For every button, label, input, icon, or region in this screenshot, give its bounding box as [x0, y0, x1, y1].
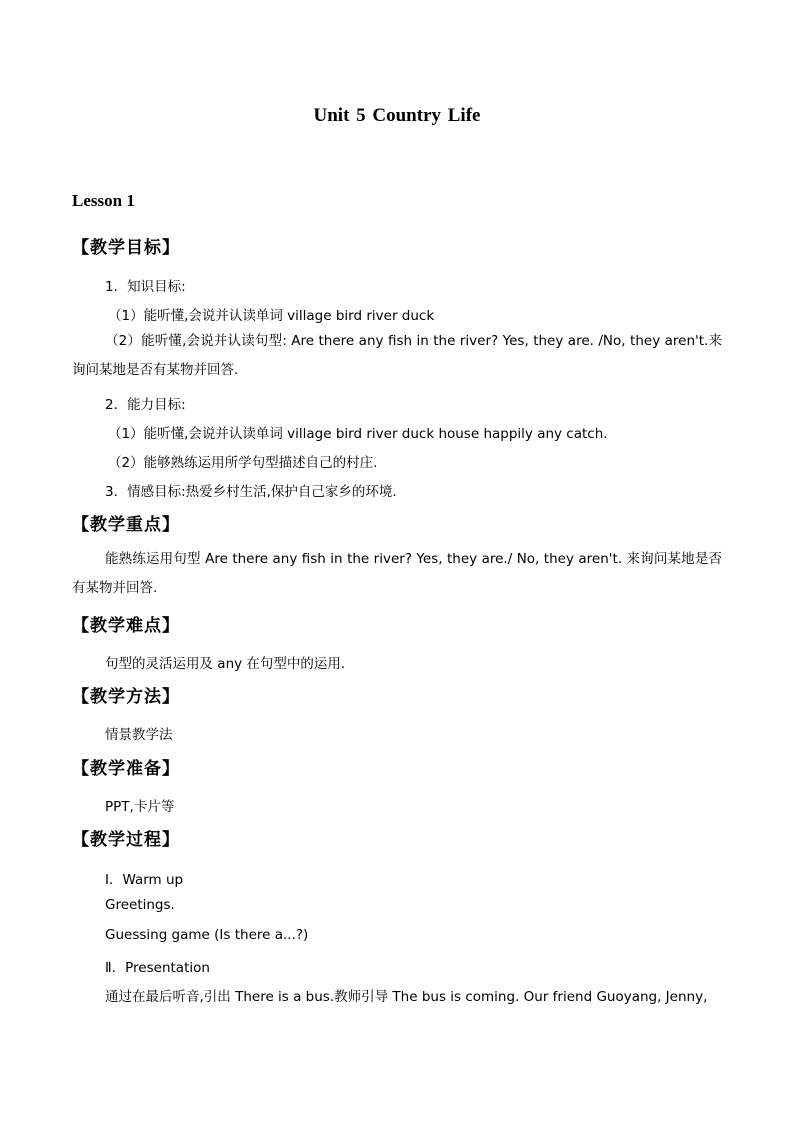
preparation-text: PPT,卡片等 — [105, 799, 175, 815]
method-text: 情景教学法 — [105, 727, 173, 743]
process-line-3: Guessing game (Is there a...?) — [105, 927, 309, 943]
lesson-label: Lesson 1 — [72, 191, 135, 210]
process-heading: 【教学过程】 — [72, 830, 180, 850]
process-line-4: Ⅱ．Presentation — [105, 960, 210, 976]
preparation-heading: 【教学准备】 — [72, 759, 180, 779]
goal-line-1: 1．知识目标: — [105, 279, 186, 295]
goal-line-7: 3．情感目标:热爱乡村生活,保护自己家乡的环境. — [105, 484, 397, 500]
process-line-2: Greetings. — [105, 897, 175, 913]
document-title: Unit 5 Country Life — [313, 105, 481, 126]
goal-line-5: （1）能听懂,会说并认读单词 village bird river duck house happily any catch. — [108, 426, 608, 442]
difficulty-heading: 【教学难点】 — [72, 616, 180, 636]
method-heading: 【教学方法】 — [72, 687, 180, 707]
goal-line-3: （2）能听懂,会说并认读句型: Are there any fish in the river? Yes, they are. /No, they aren't.来询问某地是否有某物并回答. — [72, 333, 722, 378]
goals-heading: 【教学目标】 — [72, 238, 180, 258]
difficulty-text: 句型的灵活运用及 any 在句型中的运用. — [105, 656, 346, 672]
goal-line-4: 2．能力目标: — [105, 397, 186, 413]
process-line-5: 通过在最后听音,引出 There is a bus.教师引导 The bus is coming. Our friend Guoyang, Jenny, — [105, 989, 708, 1005]
goal-line-6: （2）能够熟练运用所学句型描述自己的村庄. — [108, 455, 378, 471]
goal-line-2: （1）能听懂,会说并认读单词 village bird river duck — [108, 308, 435, 324]
key-points-text: 能熟练运用句型 Are there any fish in the river? Yes, they are./ No, they aren't. 来询问某地是否有某物并回答. — [72, 551, 722, 596]
key-points-heading: 【教学重点】 — [72, 515, 180, 535]
process-line-1: Ⅰ．Warm up — [105, 872, 184, 888]
